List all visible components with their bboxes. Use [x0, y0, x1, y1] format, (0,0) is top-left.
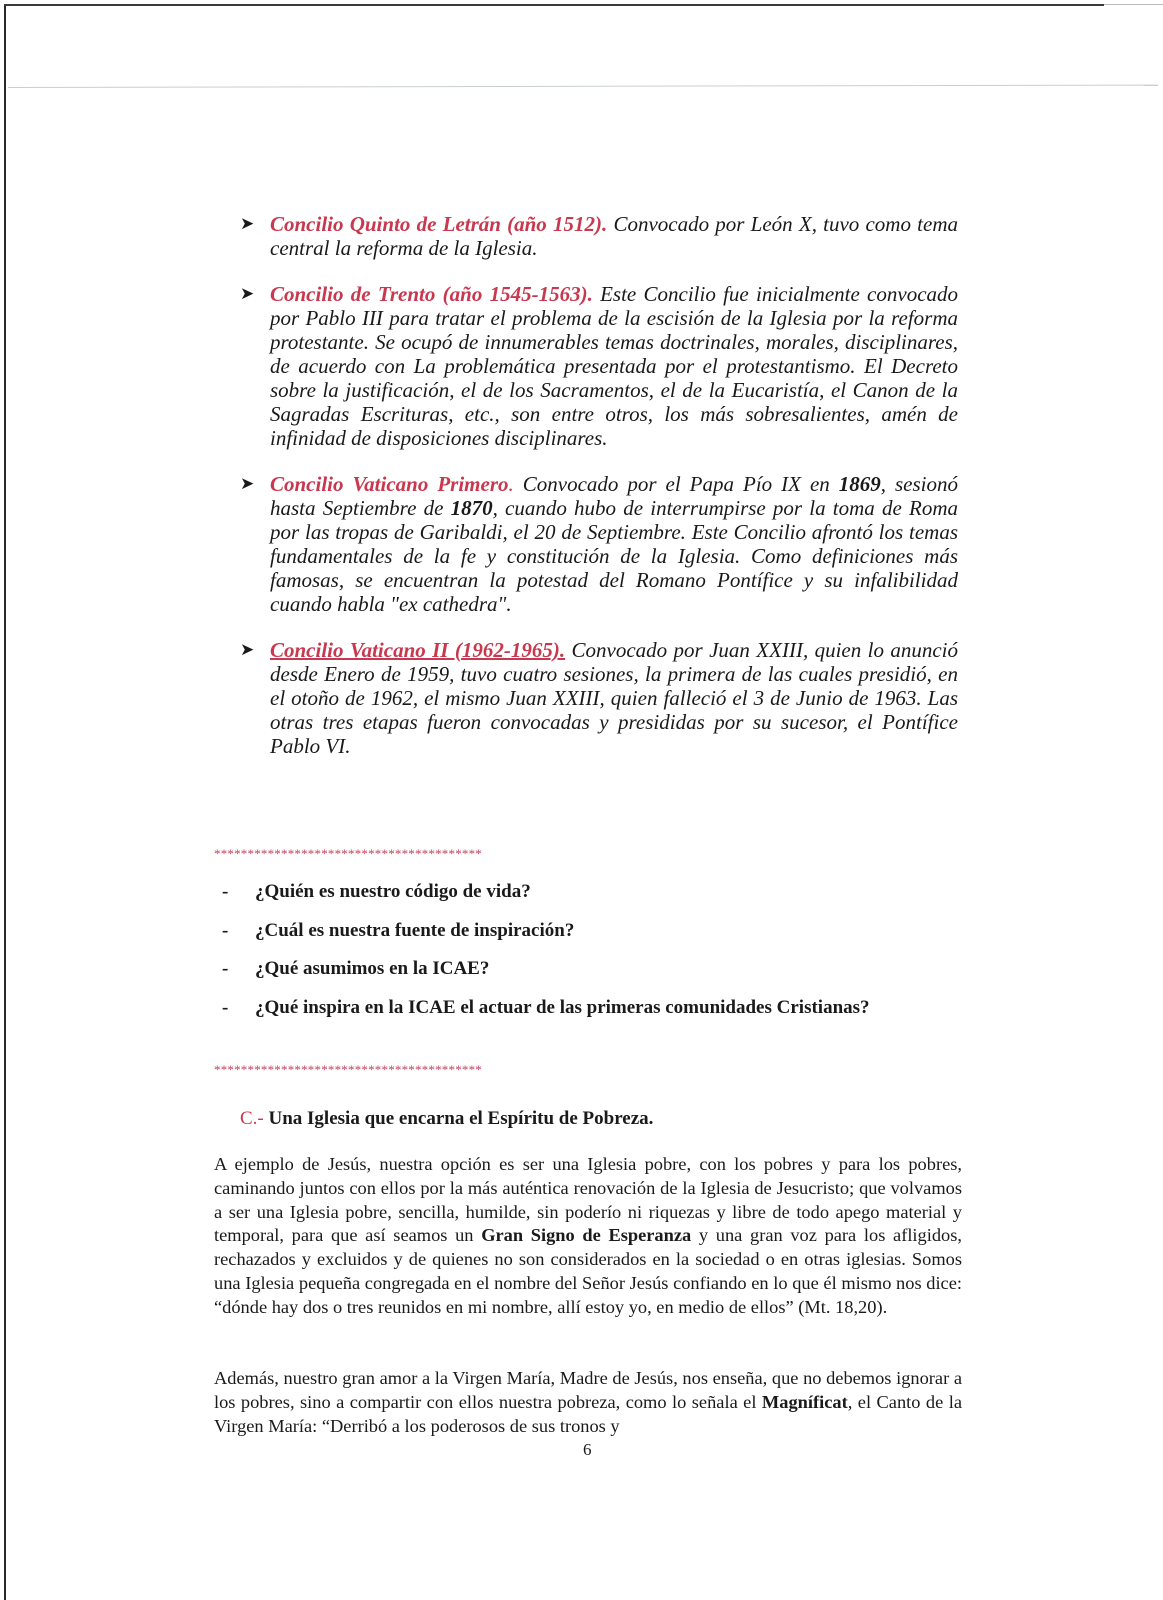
council-text: Convocado por el Papa Pío IX en [513, 472, 839, 496]
council-text: , sesionó hasta Septiembre de [270, 472, 959, 520]
page-number: 6 [583, 1440, 592, 1459]
council-text: Este Concilio fue inicialmente convocado por Pablo III para tratar el problema de la escisión de la Iglesia por la reforma protestante. Se ocupó de innumerables temas doctrinales, morales, disciplinares, de acuerdo con La problemática presentada por el protestantismo. El Decreto sobre la justificación, el de los Sacramentos, el de la Eucaristía, el Canon de la Sagradas Escrituras, etc., son entre otros, los más sobresalientes, amén de infinidad de disposiciones disciplinares. [270, 282, 959, 450]
paragraph-text: Además, nuestro gran amor a la Virgen María, Madre de Jesús, nos enseña, que no debemos ignorar a los pobres, sino a compartir con ellos nuestra pobreza, como lo señala el [214, 1368, 962, 1412]
council-title: Concilio de Trento (año 1545-1563). [270, 282, 593, 306]
council-text: , cuando hubo de interrumpirse por la toma de Roma por las tropas de Garibaldi, el 20 de Septiembre. Este Concilio afrontó los temas fundamentales de la fe y constitución de la Iglesia. Como definiciones más famosas, se encuentran la potestad del Romano Pontífice y su infalibilidad cuando habla "ex cathedra". [270, 496, 958, 616]
council-item-vaticano-ii [240, 638, 958, 758]
council-year-end: 1870 [450, 496, 493, 520]
arrowhead-bullet-icon: ➤ [240, 640, 255, 659]
council-text: Convocado por Juan XXIII, quien lo anunció desde Enero de 1959, tuvo cuatro sesiones, la primera de las cuales presidió, en el otoño de 1962, el mismo Juan XXIII, quien falleció el 3 de Junio de 1963. Las otras tres etapas fueron convocadas y presididas por su sucesor, el Pontífice Pablo VI. [270, 638, 959, 758]
arrowhead-bullet-icon: ➤ [240, 214, 255, 233]
question-item [222, 880, 962, 919]
question-item [222, 957, 962, 996]
council-item-vaticano-primero [240, 472, 958, 616]
council-year-start: 1869 [838, 472, 881, 496]
question-item [222, 996, 962, 1035]
council-title: Concilio Vaticano Primero [270, 472, 509, 496]
dash-bullet: - [222, 919, 229, 941]
question-text: ¿Qué inspira en la ICAE el actuar de las primeras comunidades Cristianas? [255, 996, 870, 1018]
emphasis-gran-signo: Gran Signo de Esperanza [481, 1225, 692, 1246]
dash-bullet: - [222, 958, 229, 979]
scan-header-rule [8, 85, 1158, 88]
section-title: Una Iglesia que encarna el Espíritu de Pobreza. [263, 1108, 654, 1129]
dash-bullet: - [222, 881, 229, 902]
council-title: Concilio Quinto de Letrán (año 1512). [270, 212, 608, 236]
question-item [222, 919, 962, 958]
arrowhead-bullet-icon: ➤ [240, 474, 255, 493]
scan-border-top [4, 4, 1104, 6]
council-text: Convocado por León X, tuvo como tema central la reforma de la Iglesia. [270, 212, 958, 260]
council-title-suffix: . [508, 472, 514, 496]
paragraph-text: A ejemplo de Jesús, nuestra opción es ser una Iglesia pobre, con los pobres y para los pobres, caminando juntos con ellos por la más auténtica renovación de la Iglesia de Jesucristo; que volvamos a ser una Iglesia pobre, sencilla, humilde, sin poderío ni riquezas y libre de todo apego material y temporal, para que así seamos un [214, 1154, 962, 1246]
section-letter: C.- [240, 1108, 264, 1129]
question-text: ¿Qué asumimos en la ICAE? [255, 958, 490, 979]
dash-bullet: - [222, 996, 229, 1018]
council-item-trento [240, 282, 958, 450]
scan-border-top-fade [1104, 4, 1163, 5]
council-item-letran [240, 212, 958, 260]
council-list [240, 212, 958, 780]
question-text: ¿Cuál es nuestra fuente de inspiración? [255, 919, 575, 941]
paragraph-poverty [214, 1153, 962, 1320]
paragraph-text: , el Canto de la Virgen María: “Derribó a los poderosos de sus tronos y [214, 1391, 962, 1436]
council-title-link[interactable]: Concilio Vaticano II (1962-1965). [270, 638, 566, 662]
question-list [222, 880, 962, 1034]
question-text: ¿Quién es nuestro código de vida? [255, 881, 531, 902]
emphasis-magnificat: Magníficat [761, 1391, 848, 1412]
section-heading [240, 1108, 653, 1130]
separator-stars-top: **************************************** [214, 846, 482, 861]
arrowhead-bullet-icon: ➤ [240, 284, 255, 303]
paragraph-text: y una gran voz para los afligidos, rechazados y excluidos y de quienes no son considerados en la sociedad o en otras iglesias. Somos una Iglesia pequeña congregada en el nombre del Señor Jesús confiando en lo que él mismo nos dice: “dónde hay dos o tres reunidos en mi nombre, allí estoy yo, en medio de ellos” (Mt. 18,20). [214, 1225, 962, 1317]
scan-border-left [4, 4, 6, 1600]
separator-stars-bottom: **************************************** [214, 1062, 482, 1077]
paragraph-virgen-maria [214, 1367, 962, 1438]
